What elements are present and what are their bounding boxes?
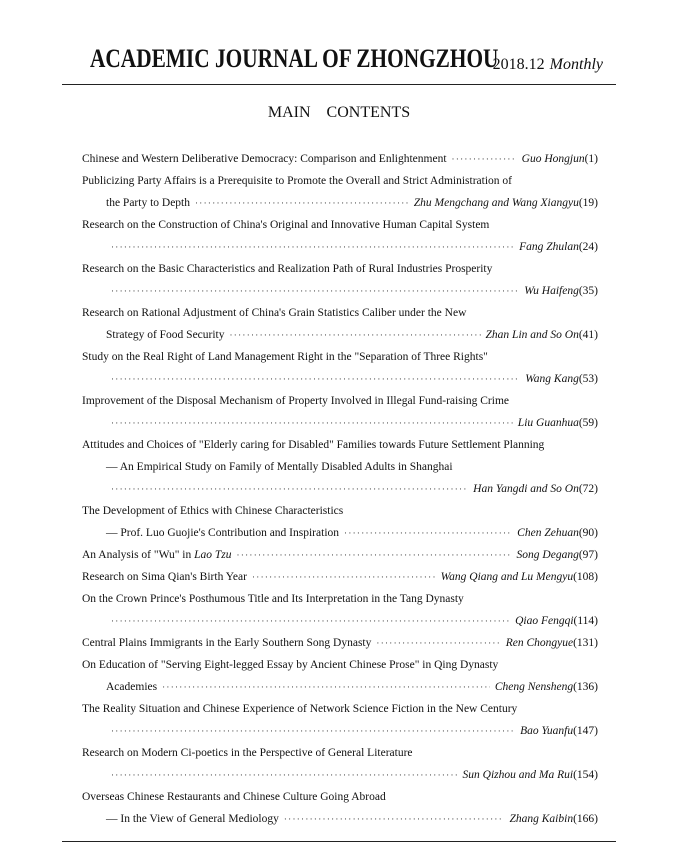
entry-page: (131) bbox=[573, 637, 598, 649]
entry-author: Wu Haifeng bbox=[524, 285, 579, 297]
toc-line bbox=[82, 214, 598, 236]
toc-line bbox=[82, 170, 598, 192]
entry-page: (24) bbox=[578, 241, 598, 253]
entry-title: the Party to Depth bbox=[106, 197, 190, 209]
entry-title: On Education of "Serving Eight-legged Essay by Ancient Chinese Prose" in Qing Dynasty bbox=[82, 659, 499, 671]
entry-title: — An Empirical Study on Family of Mentally Disabled Adults in Shanghai bbox=[106, 461, 453, 473]
entry-title-italic: Lao Tzu bbox=[194, 549, 232, 561]
entry-title: The Reality Situation and Chinese Experience of Network Science Fiction in the New Century bbox=[82, 703, 518, 715]
entry-author: Ren Chongyue bbox=[505, 637, 574, 649]
toc-line bbox=[82, 698, 598, 720]
entry-page: (53) bbox=[578, 373, 598, 385]
toc-line bbox=[82, 148, 598, 170]
entry-page: (114) bbox=[573, 615, 598, 627]
toc-entry[interactable] bbox=[82, 170, 598, 214]
dot-leader bbox=[111, 720, 515, 742]
journal-title: ACADEMIC JOURNAL OF ZHONGZHOU bbox=[90, 44, 499, 73]
toc-line bbox=[82, 258, 598, 280]
toc-line bbox=[82, 720, 598, 742]
toc-line bbox=[82, 566, 598, 588]
entry-author: Bao Yuanfu bbox=[520, 725, 574, 737]
dot-leader bbox=[111, 368, 520, 390]
entry-author: Liu Guanhua bbox=[517, 417, 579, 429]
entry-page: (19) bbox=[578, 197, 598, 209]
toc-entry[interactable] bbox=[82, 302, 598, 346]
dot-leader bbox=[237, 544, 512, 566]
entry-title: Research on the Construction of China's Original and Innovative Human Capital System bbox=[82, 219, 490, 231]
entry-title: On the Crown Prince's Posthumous Title and Its Interpretation in the Tang Dynasty bbox=[82, 593, 464, 605]
toc-entry[interactable] bbox=[82, 214, 598, 258]
toc-line bbox=[82, 324, 598, 346]
toc-entry[interactable] bbox=[82, 346, 598, 390]
dot-leader bbox=[230, 324, 481, 346]
toc-line bbox=[82, 280, 598, 302]
dot-leader bbox=[111, 236, 514, 258]
toc-line bbox=[82, 676, 598, 698]
dot-leader bbox=[344, 522, 512, 544]
toc-line bbox=[82, 632, 598, 654]
entry-title: Research on Sima Qian's Birth Year bbox=[82, 571, 247, 583]
toc-entry[interactable] bbox=[82, 544, 598, 566]
entry-author: Han Yangdi and So On bbox=[473, 483, 579, 495]
toc-line bbox=[82, 764, 598, 786]
entry-page: (136) bbox=[573, 681, 598, 693]
entry-author: Wang Qiang and Lu Mengyu bbox=[440, 571, 574, 583]
toc-line bbox=[82, 522, 598, 544]
entry-page: (1) bbox=[584, 153, 598, 165]
toc-line bbox=[82, 456, 598, 478]
toc-line bbox=[82, 302, 598, 324]
dot-leader bbox=[111, 412, 513, 434]
toc-line bbox=[82, 544, 598, 566]
dot-leader bbox=[111, 280, 519, 302]
entry-page: (90) bbox=[578, 527, 598, 539]
entry-page: (108) bbox=[573, 571, 598, 583]
toc-entry[interactable] bbox=[82, 258, 598, 302]
toc-line bbox=[82, 390, 598, 412]
toc-entry[interactable] bbox=[82, 566, 598, 588]
entry-title: Strategy of Food Security bbox=[106, 329, 225, 341]
toc-line bbox=[82, 434, 598, 456]
entry-page: (41) bbox=[578, 329, 598, 341]
entry-author: Song Degang bbox=[516, 549, 579, 561]
issue-frequency: Monthly bbox=[549, 56, 603, 73]
entry-title: An Analysis of "Wu" in Lao Tzu bbox=[82, 549, 232, 561]
toc-entry[interactable] bbox=[82, 654, 598, 698]
toc-line bbox=[82, 368, 598, 390]
toc-line bbox=[82, 808, 598, 830]
issue-info bbox=[493, 56, 603, 74]
entry-title: Overseas Chinese Restaurants and Chinese Culture Going Abroad bbox=[82, 791, 386, 803]
dot-leader bbox=[452, 148, 517, 170]
entry-author: Cheng Nensheng bbox=[494, 681, 574, 693]
toc-entry[interactable] bbox=[82, 500, 598, 544]
entry-author: Chen Zehuan bbox=[517, 527, 579, 539]
entry-title: — In the View of General Mediology bbox=[106, 813, 279, 825]
toc-entry[interactable] bbox=[82, 588, 598, 632]
dot-leader bbox=[376, 632, 500, 654]
toc-line bbox=[82, 610, 598, 632]
dot-leader bbox=[252, 566, 436, 588]
toc-line bbox=[82, 500, 598, 522]
entry-title: Chinese and Western Deliberative Democracy: Comparison and Enlightenment bbox=[82, 153, 447, 165]
dot-leader bbox=[162, 676, 490, 698]
entry-author: Zhu Mengchang and Wang Xiangyu bbox=[413, 197, 579, 209]
toc-entry[interactable] bbox=[82, 698, 598, 742]
toc-entry[interactable] bbox=[82, 390, 598, 434]
toc-entry[interactable] bbox=[82, 742, 598, 786]
toc-line bbox=[82, 588, 598, 610]
entry-title: Research on Modern Ci-poetics in the Perspective of General Literature bbox=[82, 747, 413, 759]
dot-leader bbox=[111, 764, 458, 786]
toc-line bbox=[82, 742, 598, 764]
entry-page: (72) bbox=[578, 483, 598, 495]
entry-title: Attitudes and Choices of "Elderly caring for Disabled" Families towards Future Settlement Planning bbox=[82, 439, 545, 451]
entry-page: (97) bbox=[578, 549, 598, 561]
toc-line bbox=[82, 786, 598, 808]
entry-author: Guo Hongjun bbox=[521, 153, 585, 165]
entry-title: — Prof. Luo Guojie's Contribution and Inspiration bbox=[106, 527, 340, 539]
entry-page: (147) bbox=[573, 725, 598, 737]
entry-page: (35) bbox=[578, 285, 598, 297]
entry-author: Zhan Lin and So On bbox=[485, 329, 579, 341]
entry-author: Qiao Fengqi bbox=[515, 615, 574, 627]
entry-title: Research on the Basic Characteristics and Realization Path of Rural Industries Prosperity bbox=[82, 263, 493, 275]
entry-page: (59) bbox=[578, 417, 598, 429]
toc-entry[interactable] bbox=[82, 632, 598, 654]
toc-entry[interactable] bbox=[82, 786, 598, 830]
dot-leader bbox=[284, 808, 505, 830]
entry-title: Central Plains Immigrants in the Early Southern Song Dynasty bbox=[82, 637, 372, 649]
toc-line bbox=[82, 236, 598, 258]
entry-author: Sun Qizhou and Ma Rui bbox=[462, 769, 574, 781]
table-of-contents bbox=[82, 148, 598, 830]
dot-leader bbox=[111, 610, 510, 632]
entry-title: Study on the Real Right of Land Management Right in the "Separation of Three Rights" bbox=[82, 351, 488, 363]
entry-title: Publicizing Party Affairs is a Prerequisite to Promote the Overall and Strict Administration of bbox=[82, 175, 513, 187]
toc-line bbox=[82, 346, 598, 368]
toc-line bbox=[82, 654, 598, 676]
dot-leader bbox=[111, 478, 468, 500]
toc-line bbox=[82, 412, 598, 434]
entry-title: Improvement of the Disposal Mechanism of Property Involved in Illegal Fund-raising Crime bbox=[82, 395, 510, 407]
toc-line bbox=[82, 192, 598, 214]
header-divider bbox=[62, 84, 616, 85]
toc-entry[interactable] bbox=[82, 434, 598, 500]
entry-author: Wang Kang bbox=[525, 373, 579, 385]
dot-leader bbox=[195, 192, 409, 214]
entry-author: Fang Zhulan bbox=[519, 241, 579, 253]
entry-title: Academies bbox=[106, 681, 158, 693]
issue-number: 2018.12 bbox=[492, 56, 545, 73]
footer-divider bbox=[62, 841, 616, 842]
entry-title: Research on Rational Adjustment of China's Grain Statistics Caliber under the New bbox=[82, 307, 467, 319]
entry-title: The Development of Ethics with Chinese Characteristics bbox=[82, 505, 344, 517]
contents-heading: MAIN CONTENTS bbox=[267, 104, 411, 121]
toc-line bbox=[82, 478, 598, 500]
toc-entry[interactable] bbox=[82, 148, 598, 170]
entry-author: Zhang Kaibin bbox=[509, 813, 574, 825]
entry-page: (166) bbox=[573, 813, 598, 825]
entry-page: (154) bbox=[573, 769, 598, 781]
